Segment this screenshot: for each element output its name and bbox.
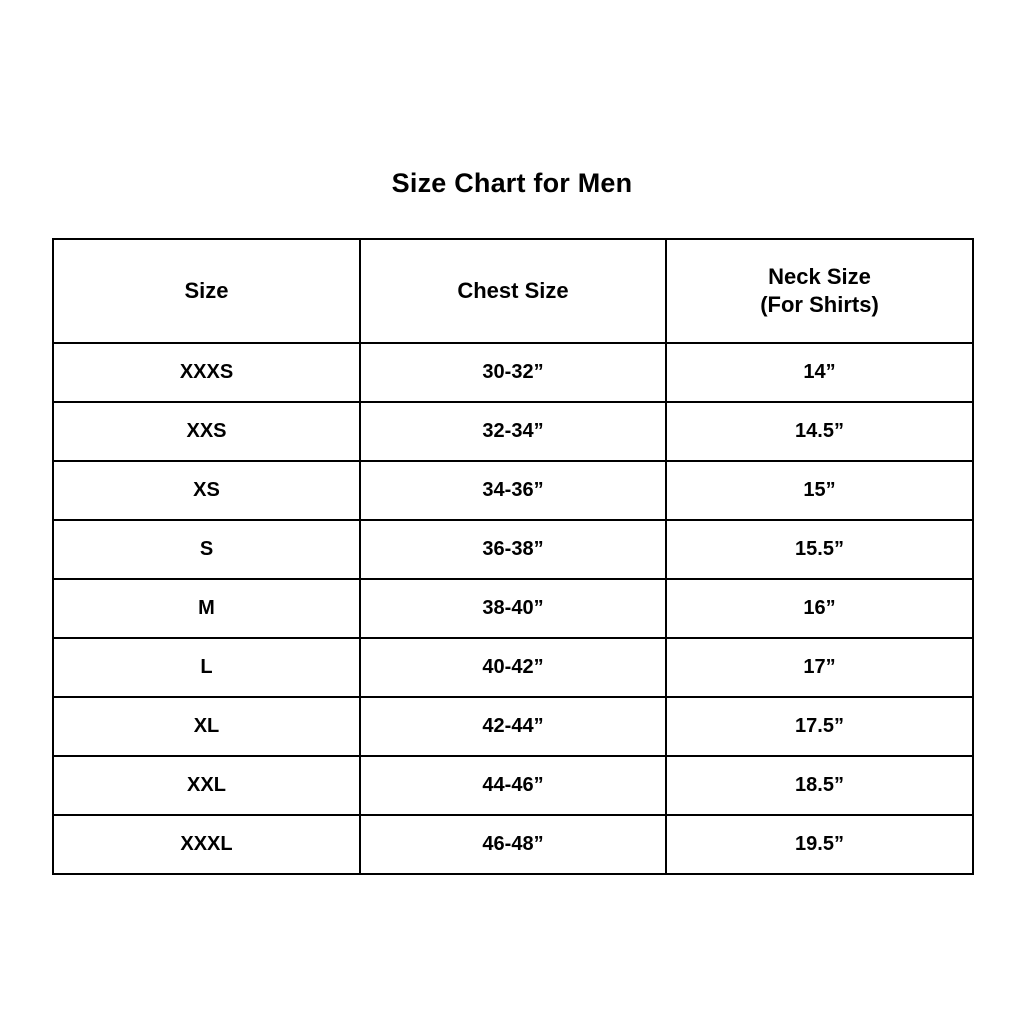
cell-neck: 16” bbox=[666, 579, 973, 638]
cell-size: XXS bbox=[53, 402, 360, 461]
cell-chest: 32-34” bbox=[360, 402, 666, 461]
cell-neck: 15.5” bbox=[666, 520, 973, 579]
cell-chest: 40-42” bbox=[360, 638, 666, 697]
page-title: Size Chart for Men bbox=[391, 168, 633, 198]
cell-chest: 34-36” bbox=[360, 461, 666, 520]
cell-neck: 14” bbox=[666, 343, 973, 402]
cell-chest: 30-32” bbox=[360, 343, 666, 402]
cell-size: XXXS bbox=[53, 343, 360, 402]
table-row bbox=[53, 343, 973, 402]
table-row bbox=[53, 402, 973, 461]
cell-size: XS bbox=[53, 461, 360, 520]
table-row bbox=[53, 520, 973, 579]
cell-chest: 42-44” bbox=[360, 697, 666, 756]
cell-chest: 46-48” bbox=[360, 815, 666, 874]
cell-neck: 17.5” bbox=[666, 697, 973, 756]
cell-size: XL bbox=[53, 697, 360, 756]
column-header-neck-label: Neck Size bbox=[768, 263, 871, 289]
size-table-container bbox=[52, 238, 972, 875]
cell-neck: 18.5” bbox=[666, 756, 973, 815]
table-header-row bbox=[53, 239, 973, 343]
column-header-neck bbox=[666, 239, 973, 343]
cell-chest: 38-40” bbox=[360, 579, 666, 638]
cell-neck: 19.5” bbox=[666, 815, 973, 874]
column-header-chest bbox=[360, 239, 666, 343]
cell-neck: 15” bbox=[666, 461, 973, 520]
column-header-chest-label: Chest Size bbox=[457, 277, 569, 303]
cell-chest: 36-38” bbox=[360, 520, 666, 579]
size-chart-table bbox=[52, 238, 974, 875]
cell-size: M bbox=[53, 579, 360, 638]
cell-neck: 14.5” bbox=[666, 402, 973, 461]
column-header-size bbox=[53, 239, 360, 343]
cell-size: XXL bbox=[53, 756, 360, 815]
cell-size: L bbox=[53, 638, 360, 697]
table-row bbox=[53, 697, 973, 756]
table-row bbox=[53, 461, 973, 520]
cell-neck: 17” bbox=[666, 638, 973, 697]
table-row bbox=[53, 579, 973, 638]
column-header-neck-sublabel: (For Shirts) bbox=[760, 292, 879, 317]
cell-size: S bbox=[53, 520, 360, 579]
cell-chest: 44-46” bbox=[360, 756, 666, 815]
cell-size: XXXL bbox=[53, 815, 360, 874]
column-header-size-label: Size bbox=[184, 277, 229, 303]
table-row bbox=[53, 756, 973, 815]
table-row bbox=[53, 638, 973, 697]
table-row bbox=[53, 815, 973, 874]
